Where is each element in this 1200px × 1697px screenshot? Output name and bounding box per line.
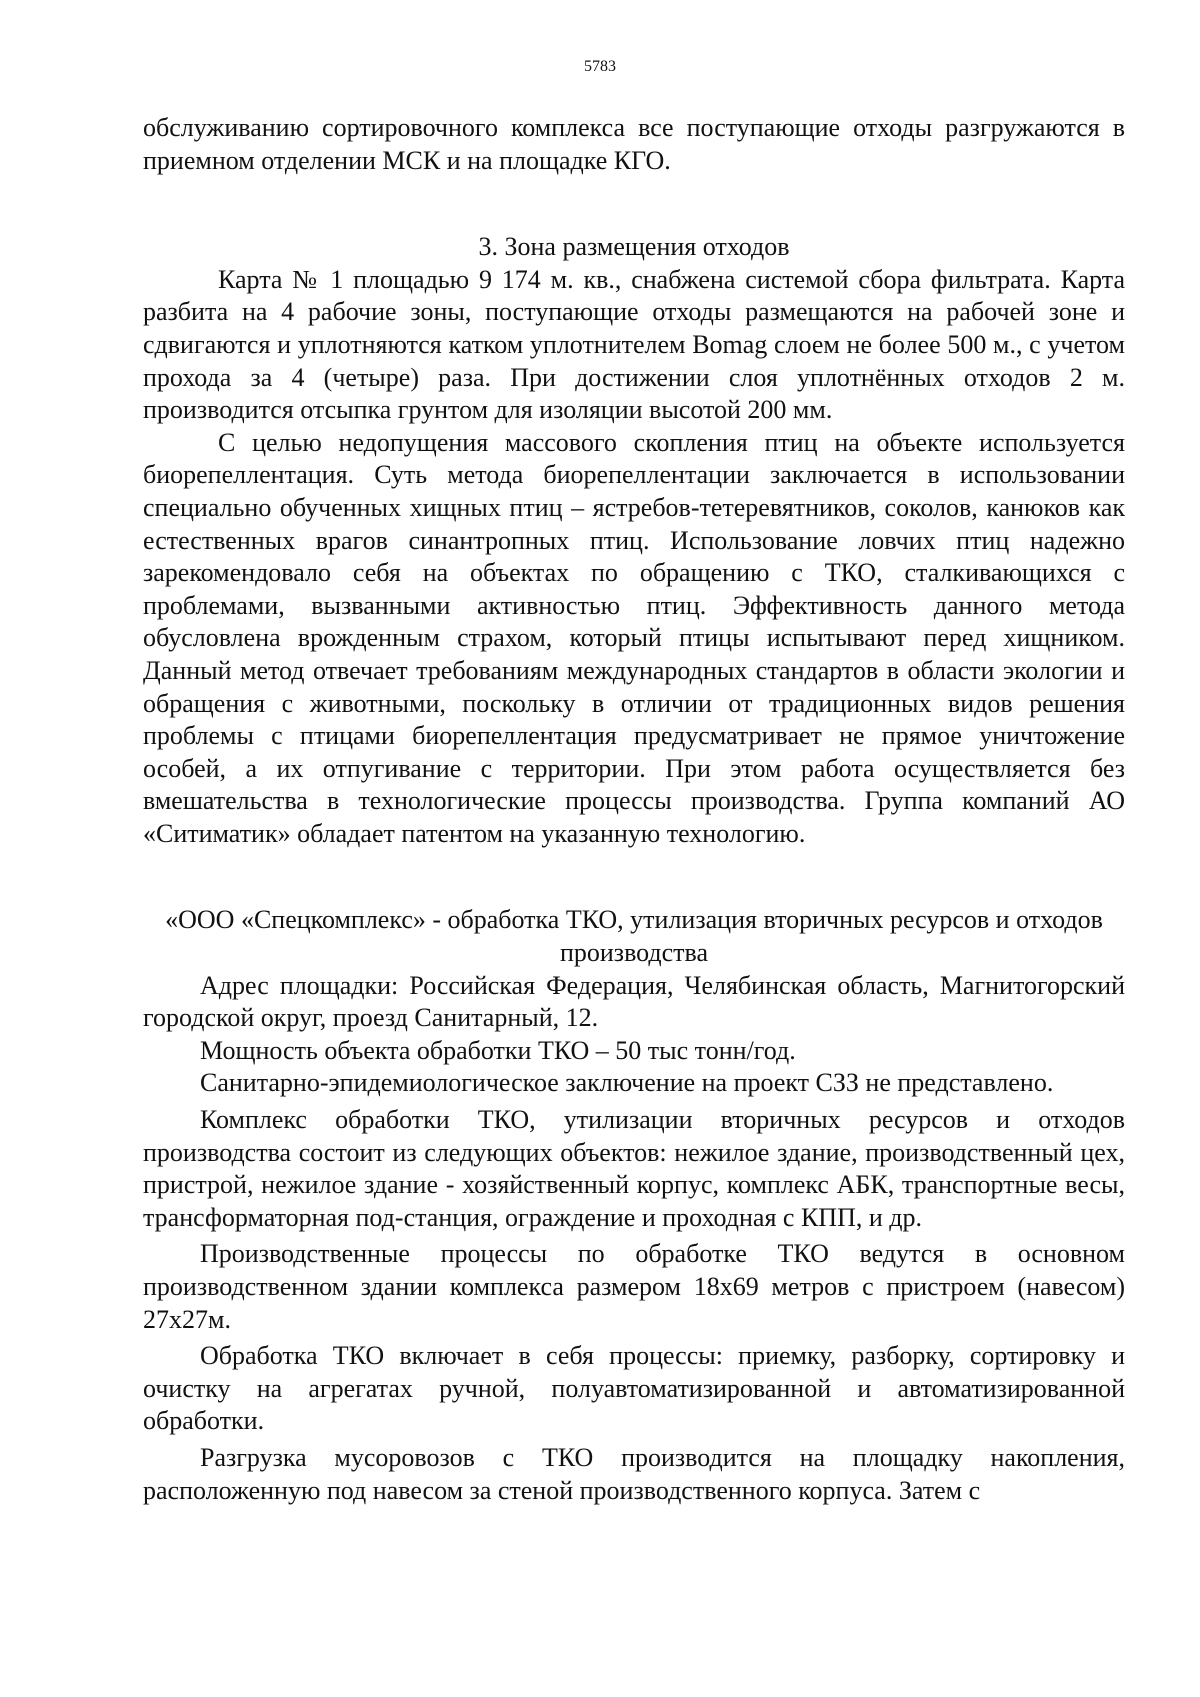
paragraph-complex-objects: Комплекс обработки ТКО, утилизации вторичных ресурсов и отходов производства состоит из следующих объектов: нежилое здание, производственный цех, пристрой, нежилое здание - хозяйственный корпус, комплекс АБК, транспортные весы, трансформаторная под-станция, ограждение и проходная с КПП, и др. (143, 1105, 1125, 1232)
paragraph-capacity: Мощность объекта обработки ТКО – 50 тыс тонн/год. (200, 1035, 796, 1065)
paragraph-production-building: Производственные процессы по обработке ТКО ведутся в основном производственном здании комплекса размером 18х69 метров с пристроем (навесом) 27х27м. (143, 1239, 1125, 1334)
document-body (143, 112, 1125, 1507)
paragraph-biorepellent: С целью недопущения массового скопления птиц на объекте используется биорепеллентация. Суть метода биорепеллентации заключается в использовании специально обученных хищных птиц – ястребов-тетеревятников, соколов, канюков как естественных врагов синантропных птиц. Использование ловчих птиц надежно зарекомендовало себя на объектах по обращению с ТКО, сталкивающихся с проблемами, вызванными активностью птиц. Эффективность данного метода обусловлена врожденным страхом, который птицы испытывают перед хищником. Данный метод отвечает требованиям международных стандартов в области экологии и обращения с животными, поскольку в отличии от традиционных видов решения проблемы с птицами биорепеллентация предусматривает не прямое уничтожение особей, а их отпугивание с территории. При этом работа осуществляется без вмешательства в технологические процессы производства. Группа компаний АО «Ситиматик» обладает патентом на указанную технологию. (143, 427, 1125, 848)
paragraph-address: Адрес площадки: Российская Федерация, Челябинская область, Магнитогорский городской округ, проезд Санитарный, 12. (143, 970, 1125, 1033)
paragraph-map-description: Карта № 1 площадью 9 174 м. кв., снабжена системой сбора фильтрата. Карта разбита на 4 рабочие зоны, поступающие отходы размещаются на рабочей зоне и сдвигаются и уплотняются катком уплотнителем Bomag слоем не более 500 м., с учетом прохода за 4 (четыре) раза. При достижении слоя уплотнённых отходов 2 м. производится отсыпка грунтом для изоляции высотой 200 мм. (143, 264, 1125, 425)
paragraph-sanitary: Санитарно-эпидемиологическое заключение на проект СЗЗ не представлено. (200, 1068, 1054, 1098)
section-heading-waste-zone: 3. Зона размещения отходов (478, 232, 790, 262)
page-number: 5783 (584, 58, 616, 75)
paragraph-unloading: Разгрузка мусоровозов с ТКО производится на площадку накопления, расположенную под навесом за стеной производственного корпуса. Затем с (143, 1442, 1125, 1505)
paragraph-processing: Обработка ТКО включает в себя процессы: приемку, разборку, сортировку и очистку на агрегатах ручной, полуавтоматизированной и автоматизированной обработки. (143, 1341, 1125, 1436)
section-heading-speckompleks: «ООО «Спецкомплекс» - обработка ТКО, утилизация вторичных ресурсов и отходов производства (165, 905, 1103, 968)
paragraph-continuation: обслуживанию сортировочного комплекса все поступающие отходы разгружаются в приемном отделении МСК и на площадке КГО. (143, 113, 1125, 175)
